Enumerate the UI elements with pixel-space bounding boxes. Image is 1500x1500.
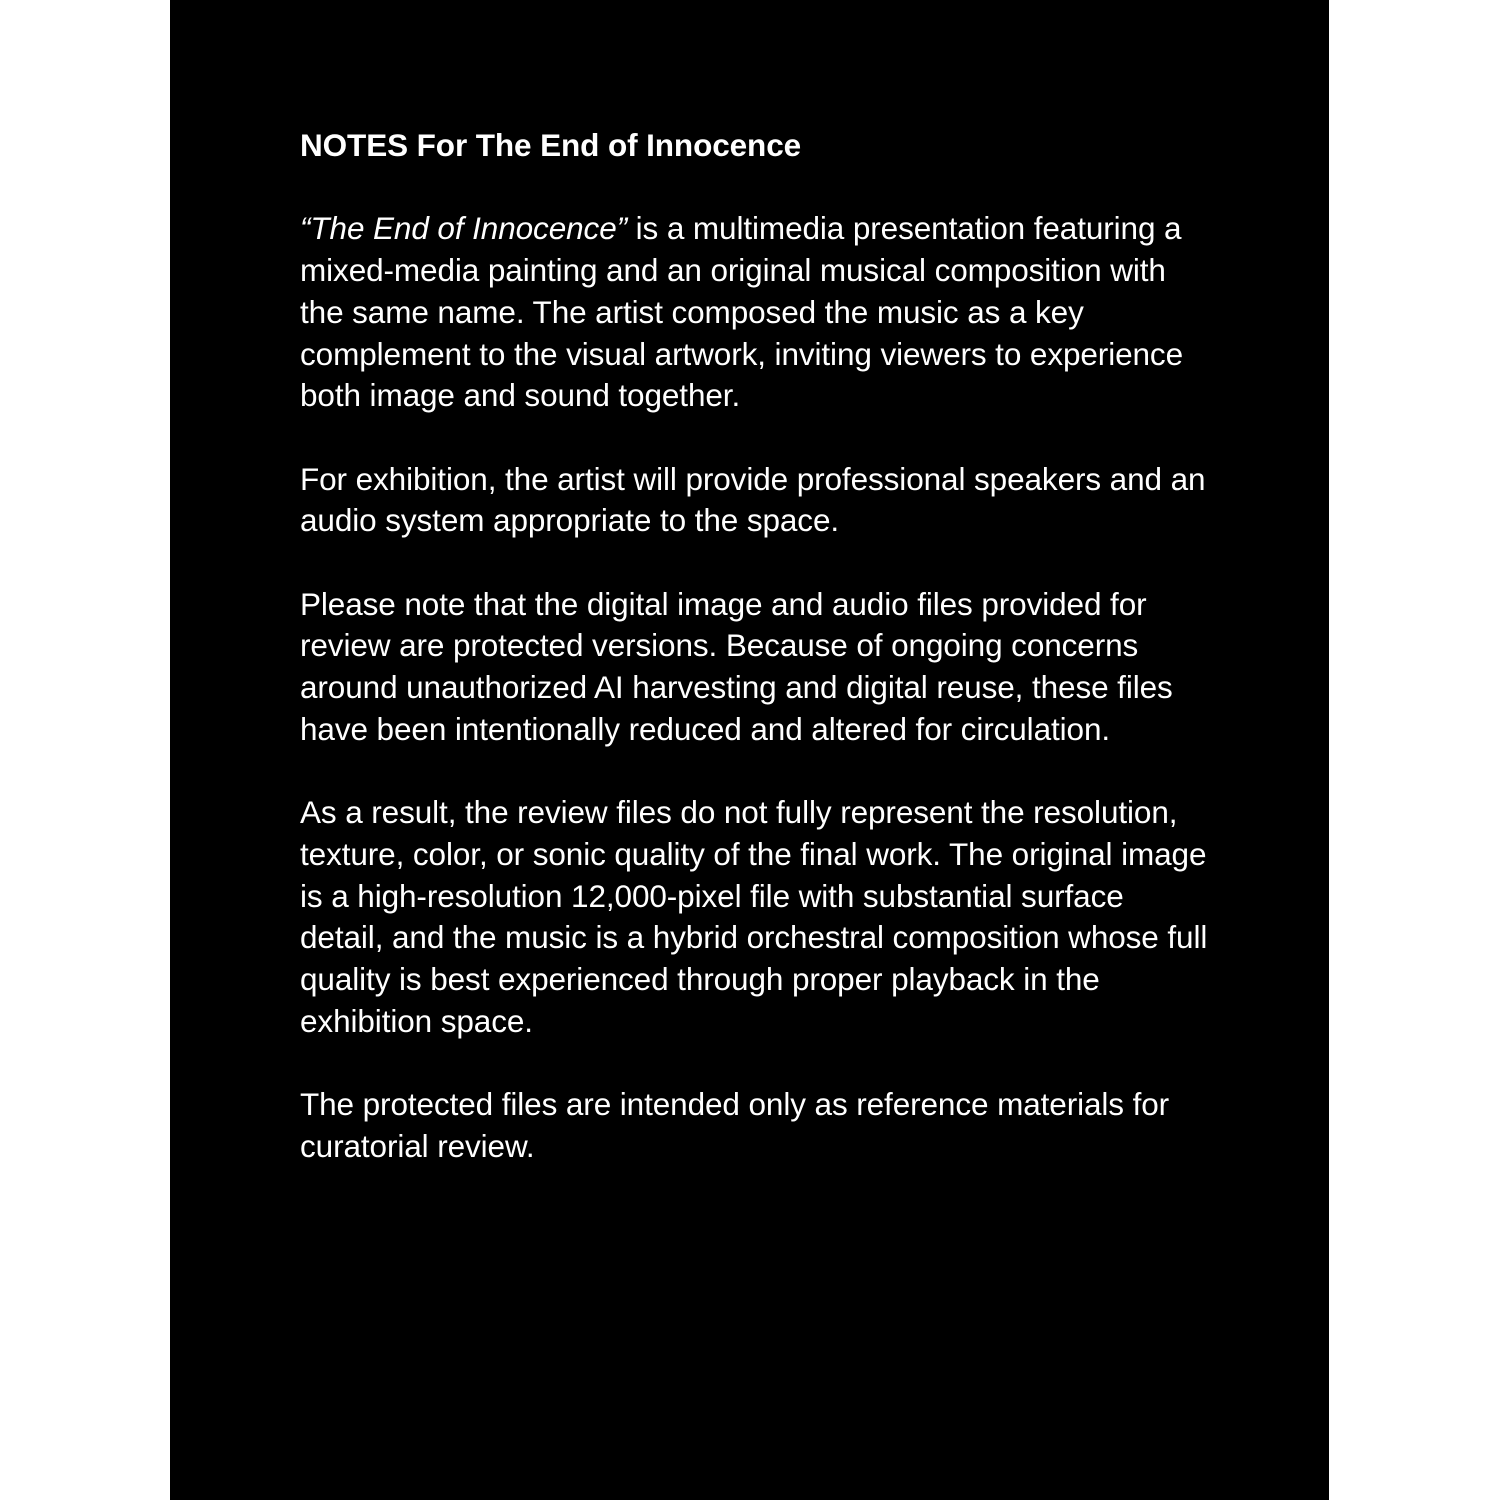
paragraph-quality: As a result, the review files do not fully represent the resolution, texture, color, or sonic quality of the final work. The original image is a high-resolution 12,000-pixel file with substantial surface detail, and the music is a hybrid orchestral composition whose full quality is best experienced through proper playback in the exhibition space. xyxy=(300,794,1208,1039)
document-content xyxy=(300,125,1210,1209)
paragraph-reference: The protected files are intended only as reference materials for curatorial review. xyxy=(300,1086,1170,1164)
paragraph-protected-files: Please note that the digital image and audio files provided for review are protected versions. Because of ongoing concerns around unauthorized AI harvesting and digital reuse, these files have been intentionally reduced and altered for circulation. xyxy=(300,585,1173,747)
paragraph-intro-text: is a multimedia presentation featuring a mixed-media painting and an original musical composition with the same name. The artist composed the music as a key complement to the visual artwork, inviting viewers to experience both image and sound together. xyxy=(300,210,1183,414)
work-title-italic: “The End of Innocence” xyxy=(300,210,627,247)
document-title: NOTES For The End of Innocence xyxy=(300,127,802,163)
paragraph-intro xyxy=(300,208,1210,417)
paragraph-exhibition: For exhibition, the artist will provide professional speakers and an audio system appropriate to the space. xyxy=(300,460,1206,539)
document-page xyxy=(170,0,1329,1500)
